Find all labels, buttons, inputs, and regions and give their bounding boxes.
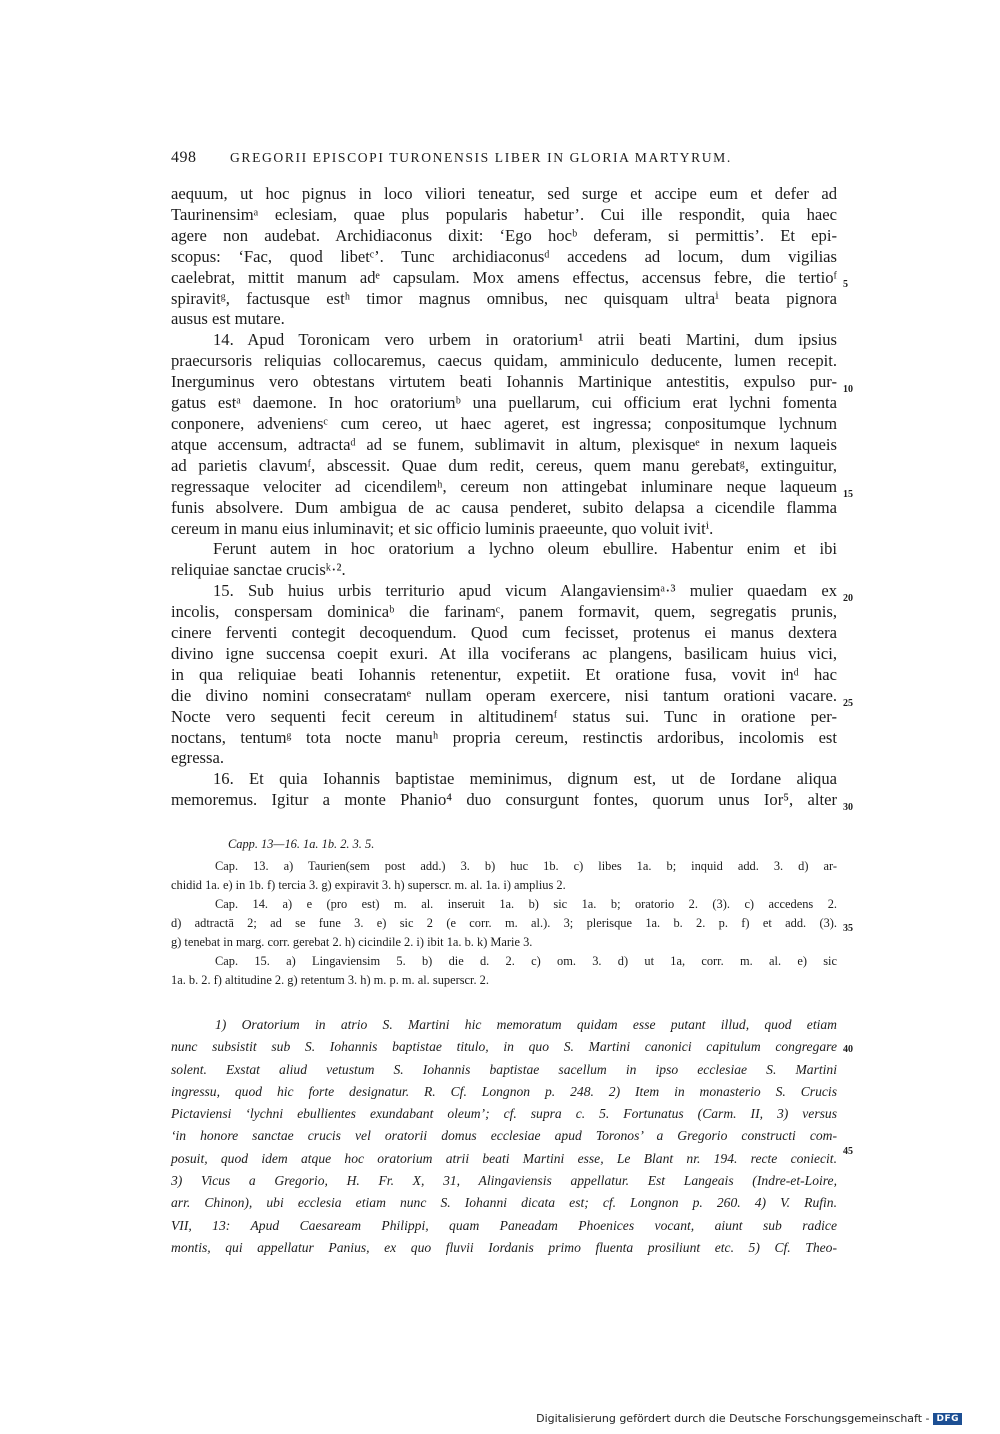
apparatus-line: g) tenebat in marg. corr. gerebat 2. h) cicindile 2. i) ibit 1a. b. k) Marie 3. (171, 935, 533, 949)
apparatus-line: Cap. 15. a) Lingaviensim 5. b) die d. 2. c) om. 3. d) ut 1a, corr. m. al. e) sic (215, 954, 837, 968)
text-line: egressa. (171, 748, 224, 768)
text-line: spiravitᵍ, factusque estʰ timor magnus omnibus, nec quisquam ultraⁱ beata pignora (171, 288, 837, 308)
text-line: Taurinensimᵃ eclesiam, quae plus popularis habetur’. Cui ille respondit, quia haec (171, 204, 837, 224)
line-number: 40 (843, 1044, 853, 1055)
footnote-line: VII, 13: Apud Caesaream Philippi, quam Paneadam Phoenices vocant, aiunt sub radice (171, 1217, 837, 1233)
text-line: 15. Sub huius urbis territurio apud vicum Alangaviensimᵃ·³ mulier quaedam ex (213, 581, 837, 601)
text-line: die divino nomini consecratamᵉ nullam operam exercere, nisi tantum orationi vacare. (171, 685, 837, 705)
text-line: scopus: ‘Fac, quod libetᶜ’. Tunc archidiaconusᵈ accedens ad locum, dum vigilias (171, 246, 837, 266)
footnotes (171, 1014, 837, 1259)
running-title: GREGORII EPISCOPI TURONENSIS LIBER IN GLORIA MARTYRUM. (230, 150, 732, 165)
text-line: caelebrat, mittit manum adᵉ capsulam. Mox amens effectus, accensus febre, die tertioᶠ (171, 267, 837, 287)
apparatus-title: Capp. 13—16. 1a. 1b. 2. 3. 5. (228, 837, 375, 851)
digitization-credit (536, 1412, 962, 1425)
apparatus-line: Cap. 13. a) Taurien(sem post add.) 3. b) huc 1b. c) libes 1a. b; inquid add. 3. d) ar- (215, 859, 837, 873)
text-line: regressaque velociter ad cicendilemʰ, cereum non attingebat inluminare neque laqueum (171, 476, 837, 496)
footnote-line: posuit, quod idem atque hoc oratorium atrii beati Martini esse, Le Blant nr. 194. recte coniecit. (171, 1150, 837, 1166)
text-line: Nocte vero sequenti fecit cereum in altitudinemᶠ status sui. Tunc in oratione per- (171, 706, 837, 726)
line-number: 20 (843, 593, 853, 604)
text-line: in qua reliquiae beati Iohannis retenentur, expetiit. Et oratione fusa, vovit inᵈ hac (171, 664, 837, 684)
text-line: ad parietis clavumᶠ, abscessit. Quae dum redit, cereus, quem manu gerebatᵍ, extinguitur, (171, 455, 837, 475)
text-line: agere non audebat. Archidiaconus dixit: ‘Ego hocᵇ deferam, si permittis’. Et epi- (171, 225, 837, 245)
text-line: Inerguminus vero obtestans virtutem beati Iohannis Martinique antestitis, expulso pur- (171, 372, 837, 392)
text-line: memoremus. Igitur a monte Phanio⁴ duo consurgunt fontes, quorum unus Ior⁵, alter (171, 790, 837, 810)
footnote-line: 1) Oratorium in atrio S. Martini hic memoratum quidam esse putant illud, quod etiam (215, 1017, 837, 1032)
credit-text: Digitalisierung gefördert durch die Deutsche Forschungsgemeinschaft - (536, 1412, 930, 1425)
line-number: 35 (843, 923, 853, 934)
text-line: incolis, conspersam dominicaᵇ die farinamᶜ, panem formavit, quem, segregatis prunis, (171, 602, 837, 622)
apparatus-line: chidid 1a. e) in 1b. f) tercia 3. g) expiravit 3. h) superscr. m. al. 1a. i) amplius 2. (171, 878, 566, 892)
apparatus-line: 1a. b. 2. f) altitudine 2. g) retentum 3. h) m. p. m. al. superscr. 2. (171, 973, 489, 987)
text-line: reliquiae sanctae crucisᵏ·². (171, 560, 346, 580)
page-number: 498 (171, 149, 197, 166)
text-line: 16. Et quia Iohannis baptistae meminimus, dignum est, ut de Iordane aliqua (213, 769, 837, 789)
text-line: funis absolvere. Dum ambigua de ac causa penderet, subito delapsa a cicendile flamma (171, 497, 837, 517)
critical-apparatus (171, 835, 837, 990)
footnote-line: 3) Vicus a Gregorio, H. Fr. X, 31, Alingaviensis appellatur. Est Langeais (Indre-et-Loire, (171, 1173, 837, 1189)
main-text (171, 184, 837, 811)
footnote-line: ingressu, quod hic forte designatur. R. Cf. Longnon p. 248. 2) Item in monasterio S. Crucis (171, 1083, 837, 1099)
text-line: praecursoris reliquias collocaremus, caecus quidam, amminiculo deducente, lumen recepit. (171, 351, 837, 371)
text-line: cinere ferventi contegit decoquendum. Quod cum fecisset, protenus ei manus dextera (171, 623, 837, 643)
line-number: 30 (843, 802, 853, 813)
page-header (171, 149, 841, 171)
text-line: noctans, tentumᵍ tota nocte manuʰ propria cereum, restinctis ardoribus, incolomis est (171, 727, 837, 747)
footnote-line: arr. Chinon), ubi ecclesia etiam nunc S. Iohanni dicata est; cf. Longnon p. 260. 4) V. Rufin. (171, 1195, 837, 1211)
text-line: gatus estᵃ daemone. In hoc oratoriumᵇ una puellarum, cui officium erat lychni fomenta (171, 393, 837, 413)
apparatus-line: Cap. 14. a) e (pro est) m. al. inseruit 1a. b) sic 1a. b; oratorio 2. (3). c) accedens 2. (215, 897, 837, 911)
text-line: ausus est mutare. (171, 309, 285, 329)
text-line: Ferunt autem in hoc oratorium a lychno oleum ebullire. Habentur enim et ibi (213, 539, 837, 559)
line-number: 10 (843, 384, 853, 395)
footnote-line: nunc subsistit sub S. Iohannis baptistae titulo, in quo S. Martini canonici capitulum congregare (171, 1039, 837, 1055)
text-line: conponere, adveniensᶜ cum cereo, ut haec ageret, est ingressa; conpositumque lychnum (171, 413, 837, 433)
text-line: cereum in manu eius inluminavit; et sic officio luminis praeeunte, quo voluit ivitⁱ. (171, 518, 714, 538)
line-number: 5 (843, 279, 848, 290)
line-number: 25 (843, 698, 853, 709)
line-number: 15 (843, 489, 853, 500)
text-line: 14. Apud Toronicam vero urbem in oratorium¹ atrii beati Martini, dum ipsius (213, 330, 837, 350)
footnote-line: Pictaviensi ‘lychni ebullientes exundabant oleum’; cf. supra c. 5. Fortunatus (Carm. II, 3) versus (171, 1106, 837, 1122)
text-line: divino igne succensa coepit exuri. At illa vociferans ac plangens, basilicam huius vici, (171, 643, 837, 663)
footnote-line: montis, qui appellatur Panius, ex quo fluvii Iordanis primo fluenta prosiliunt etc. 5) Cf. Theo- (171, 1239, 837, 1255)
text-line: atque accensum, adtractaᵈ ad se funem, sublimavit in altum, plexisqueᵉ in nexum laqueis (171, 434, 837, 454)
apparatus-line: d) adtractā 2; ad se fune 3. e) sic 2 (e corr. m. al.). 3; plerisque 1a. b. 2. p. f) et add. (3). (171, 916, 837, 930)
text-line: aequum, ut hoc pignus in loco viliori teneatur, sed surge et accipe eum et defer ad (171, 184, 837, 203)
dfg-logo: DFG (933, 1413, 962, 1425)
footnote-line: solent. Exstat aliud vetustum S. Iohannis baptistae sacellum in ipso ecclesiae S. Martini (171, 1061, 837, 1077)
footnote-line: ‘in honore sanctae crucis vel oratorii domus ecclesiae apud Toronos’ a Gregorio constructi com- (171, 1128, 837, 1144)
line-number: 45 (843, 1146, 853, 1157)
